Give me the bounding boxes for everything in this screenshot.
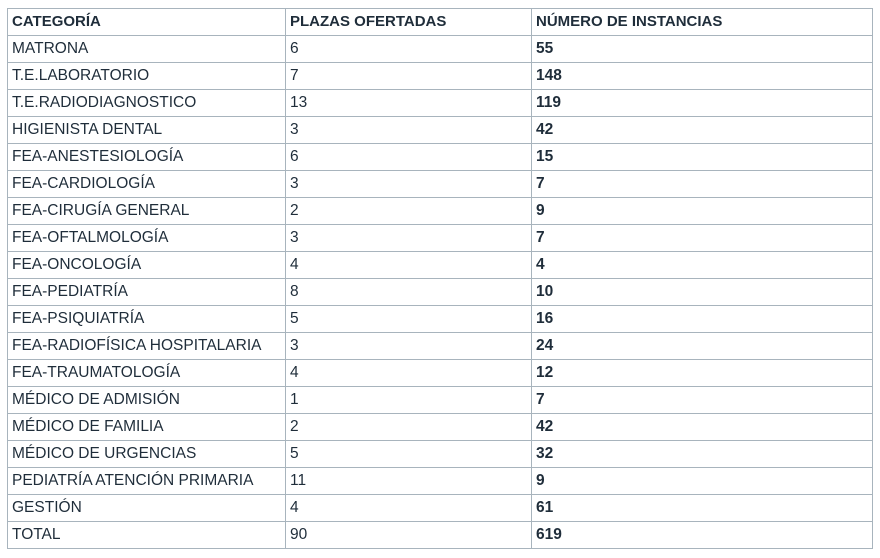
cell-categoria: MÉDICO DE FAMILIA [8, 414, 286, 441]
cell-plazas-ofertadas: 4 [286, 360, 532, 387]
cell-numero-instancias: 7 [532, 387, 873, 414]
cell-categoria: PEDIATRÍA ATENCIÓN PRIMARIA [8, 468, 286, 495]
cell-plazas-ofertadas: 11 [286, 468, 532, 495]
cell-numero-instancias: 4 [532, 252, 873, 279]
cell-categoria: T.E.RADIODIAGNOSTICO [8, 90, 286, 117]
cell-categoria: FEA-ONCOLOGÍA [8, 252, 286, 279]
table-row [8, 63, 873, 90]
cell-plazas-ofertadas: 6 [286, 36, 532, 63]
table-row [8, 117, 873, 144]
cell-numero-instancias: 55 [532, 36, 873, 63]
table-body [8, 36, 873, 549]
cell-plazas-ofertadas: 5 [286, 306, 532, 333]
cell-categoria: FEA-CARDIOLOGÍA [8, 171, 286, 198]
cell-numero-instancias: 42 [532, 414, 873, 441]
header-categoria: CATEGORÍA [8, 9, 286, 36]
table-row [8, 441, 873, 468]
table-row [8, 306, 873, 333]
cell-plazas-ofertadas: 1 [286, 387, 532, 414]
cell-plazas-ofertadas: 6 [286, 144, 532, 171]
plazas-table-container [7, 8, 873, 549]
table-row [8, 279, 873, 306]
header-plazas-ofertadas: PLAZAS OFERTADAS [286, 9, 532, 36]
cell-categoria: FEA-OFTALMOLOGÍA [8, 225, 286, 252]
header-numero-instancias: NÚMERO DE INSTANCIAS [532, 9, 873, 36]
cell-numero-instancias: 61 [532, 495, 873, 522]
cell-numero-instancias: 148 [532, 63, 873, 90]
cell-plazas-ofertadas: 7 [286, 63, 532, 90]
table-row [8, 90, 873, 117]
cell-numero-instancias: 16 [532, 306, 873, 333]
table-row [8, 171, 873, 198]
cell-plazas-ofertadas: 13 [286, 90, 532, 117]
plazas-table [7, 8, 873, 549]
cell-plazas-ofertadas: 3 [286, 171, 532, 198]
cell-categoria: T.E.LABORATORIO [8, 63, 286, 90]
cell-categoria: MATRONA [8, 36, 286, 63]
cell-categoria: HIGIENISTA DENTAL [8, 117, 286, 144]
cell-numero-instancias: 15 [532, 144, 873, 171]
cell-numero-instancias: 42 [532, 117, 873, 144]
cell-numero-instancias: 119 [532, 90, 873, 117]
table-row [8, 414, 873, 441]
cell-numero-instancias: 7 [532, 225, 873, 252]
cell-numero-instancias: 10 [532, 279, 873, 306]
table-row [8, 252, 873, 279]
cell-numero-instancias: 32 [532, 441, 873, 468]
cell-categoria: FEA-RADIOFÍSICA HOSPITALARIA [8, 333, 286, 360]
cell-plazas-ofertadas: 2 [286, 198, 532, 225]
cell-numero-instancias: 7 [532, 171, 873, 198]
table-total-row [8, 522, 873, 549]
cell-categoria: FEA-TRAUMATOLOGÍA [8, 360, 286, 387]
cell-plazas-ofertadas: 4 [286, 252, 532, 279]
cell-categoria: FEA-ANESTESIOLOGÍA [8, 144, 286, 171]
cell-plazas-ofertadas: 3 [286, 225, 532, 252]
cell-plazas-ofertadas: 8 [286, 279, 532, 306]
table-row [8, 468, 873, 495]
cell-plazas-ofertadas: 4 [286, 495, 532, 522]
cell-plazas-ofertadas: 3 [286, 333, 532, 360]
cell-categoria: MÉDICO DE URGENCIAS [8, 441, 286, 468]
cell-categoria: FEA-PSIQUIATRÍA [8, 306, 286, 333]
cell-numero-instancias: 24 [532, 333, 873, 360]
cell-plazas-ofertadas: 2 [286, 414, 532, 441]
cell-numero-instancias: 9 [532, 198, 873, 225]
cell-plazas-ofertadas: 5 [286, 441, 532, 468]
cell-plazas-ofertadas: 90 [286, 522, 532, 549]
cell-categoria: TOTAL [8, 522, 286, 549]
table-row [8, 225, 873, 252]
cell-categoria: GESTIÓN [8, 495, 286, 522]
cell-plazas-ofertadas: 3 [286, 117, 532, 144]
table-row [8, 198, 873, 225]
cell-numero-instancias: 619 [532, 522, 873, 549]
cell-categoria: FEA-CIRUGÍA GENERAL [8, 198, 286, 225]
cell-numero-instancias: 9 [532, 468, 873, 495]
table-row [8, 495, 873, 522]
cell-categoria: MÉDICO DE ADMISIÓN [8, 387, 286, 414]
table-row [8, 144, 873, 171]
cell-numero-instancias: 12 [532, 360, 873, 387]
table-row [8, 360, 873, 387]
table-row [8, 36, 873, 63]
table-row [8, 387, 873, 414]
table-header-row [8, 9, 873, 36]
table-row [8, 333, 873, 360]
cell-categoria: FEA-PEDIATRÍA [8, 279, 286, 306]
